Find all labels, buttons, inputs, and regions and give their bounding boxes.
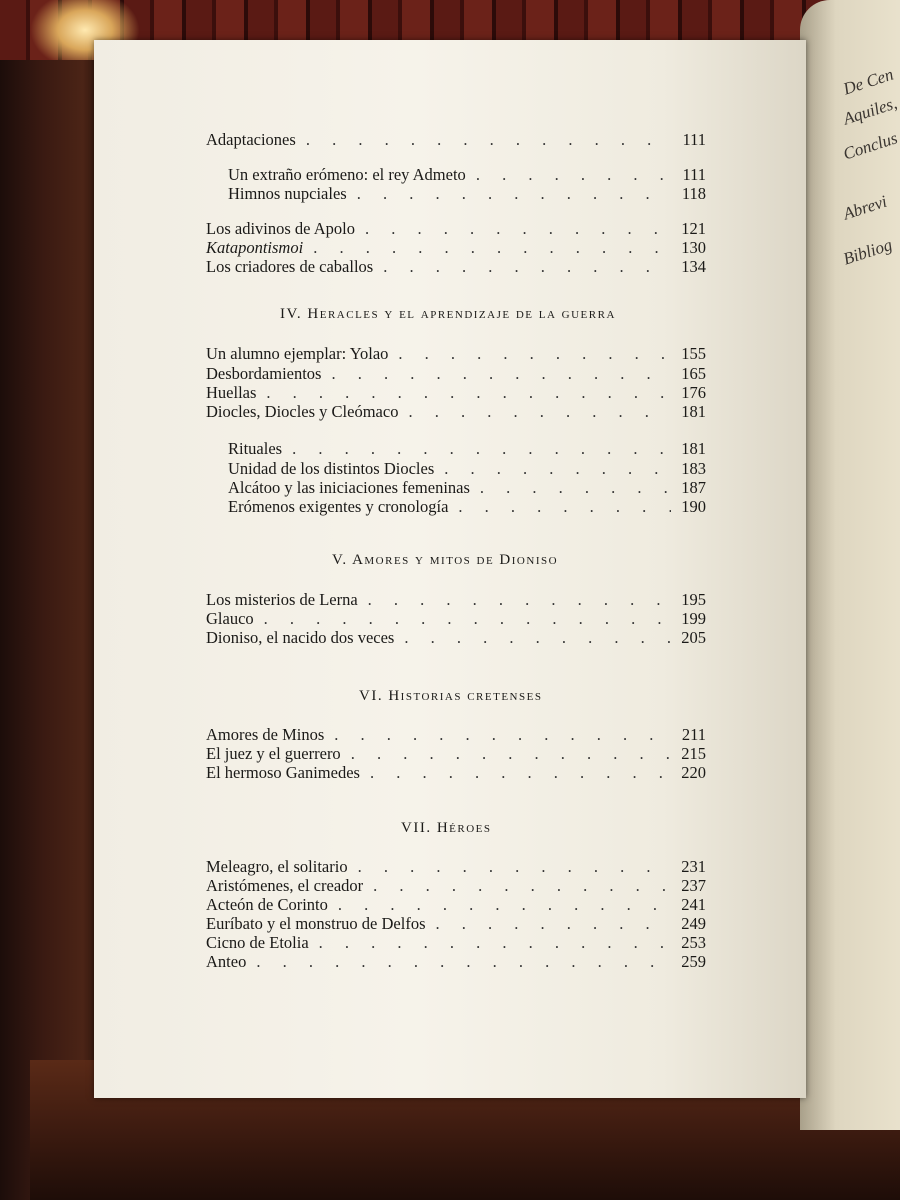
toc-page-number: 231	[681, 857, 706, 876]
toc-entry-title: El juez y el guerrero	[206, 744, 341, 763]
toc-entry-title: Glauco	[206, 609, 254, 628]
dot-leader	[365, 220, 671, 238]
toc-entry	[206, 764, 706, 782]
toc-entry	[206, 745, 706, 763]
toc-entry	[228, 479, 706, 497]
facing-page-fragment: Aquiles,	[840, 93, 900, 129]
toc-page-number: 215	[681, 744, 706, 763]
toc-entry-title: Los misterios de Lerna	[206, 590, 358, 609]
dot-leader	[264, 610, 672, 628]
facing-page-fragment: De Cen	[840, 64, 896, 99]
toc-entry-title: Unidad de los distintos Diocles	[228, 459, 435, 478]
dot-leader	[306, 131, 673, 149]
toc-entry	[206, 384, 706, 402]
toc-entry	[206, 239, 706, 257]
toc-entry	[206, 403, 706, 421]
toc-entry-title: El hermoso Ganimedes	[206, 763, 360, 782]
toc-entry	[206, 934, 706, 952]
toc-page-number: 190	[681, 497, 706, 516]
table-of-contents	[94, 40, 806, 1098]
dot-leader	[319, 934, 672, 952]
toc-entry-title: Adaptaciones	[206, 130, 296, 149]
dot-leader	[370, 764, 671, 782]
toc-entry	[206, 858, 706, 876]
chapter-heading: VII. Héroes	[401, 820, 492, 836]
toc-page-number: 121	[681, 219, 706, 238]
dot-leader	[368, 591, 672, 609]
toc-entry	[206, 610, 706, 628]
dot-leader	[338, 896, 671, 914]
dot-leader	[256, 953, 671, 971]
toc-entry-title: Los criadores de caballos	[206, 257, 374, 276]
dot-leader	[408, 403, 671, 421]
toc-page-number: 253	[681, 933, 706, 952]
toc-entry-title: Los adivinos de Apolo	[206, 219, 355, 238]
toc-page-number: 199	[681, 609, 706, 628]
toc-page-number: 118	[681, 184, 706, 203]
toc-entry-title: Un extraño erómeno: el rey Admeto	[228, 165, 466, 184]
toc-entry	[206, 591, 706, 609]
dot-leader	[458, 498, 671, 516]
toc-entry-title: Rituales	[228, 439, 283, 458]
toc-entry-title: Desbordamientos	[206, 364, 322, 383]
toc-page-number: 111	[682, 165, 706, 184]
toc-entry	[228, 440, 706, 458]
toc-entry	[206, 896, 706, 914]
toc-entry-title: Katapontismoi	[206, 238, 304, 257]
facing-page-fragment: Conclus	[840, 128, 900, 164]
toc-page-number: 259	[681, 952, 706, 971]
toc-page-number: 237	[681, 876, 706, 895]
toc-entry-title: Amores de Minos	[206, 725, 325, 744]
toc-page-number: 165	[681, 364, 706, 383]
toc-page-number: 130	[681, 238, 706, 257]
toc-entry	[228, 185, 706, 203]
toc-entry-title: Erómenos exigentes y cronología	[228, 497, 449, 516]
facing-page-fragment: Bibliog	[840, 235, 895, 269]
toc-entry-title: Himnos nupciales	[228, 184, 347, 203]
toc-entry	[206, 345, 706, 363]
toc-page-number: 181	[681, 439, 706, 458]
toc-entry-title: Meleagro, el solitario	[206, 857, 348, 876]
dot-leader	[331, 365, 671, 383]
toc-page-number: 205	[681, 628, 706, 647]
toc-entry	[206, 220, 706, 238]
dot-leader	[436, 915, 672, 933]
chapter-heading: IV. Heracles y el aprendizaje de la guerra	[280, 306, 616, 322]
toc-entry-title: Diocles, Diocles y Cleómaco	[206, 402, 399, 421]
book-page	[94, 40, 806, 1098]
toc-entry-title: Cicno de Etolia	[206, 933, 309, 952]
toc-entry	[206, 877, 706, 895]
dot-leader	[357, 185, 672, 203]
toc-page-number: 220	[681, 763, 706, 782]
dot-leader	[358, 858, 672, 876]
facing-page	[800, 0, 900, 1130]
toc-page-number: 241	[681, 895, 706, 914]
dot-leader	[313, 239, 671, 257]
dot-leader	[398, 345, 671, 363]
facing-page-fragment: Abrevi	[840, 191, 890, 224]
dot-leader	[383, 258, 671, 276]
dot-leader	[351, 745, 672, 763]
toc-page-number: 211	[681, 725, 706, 744]
toc-page-number: 134	[681, 257, 706, 276]
toc-page-number: 187	[681, 478, 706, 497]
toc-entry	[228, 166, 706, 184]
dot-leader	[476, 166, 673, 184]
dot-leader	[480, 479, 671, 497]
dot-leader	[444, 460, 671, 478]
dot-leader	[334, 726, 672, 744]
chapter-heading: VI. Historias cretenses	[359, 688, 543, 704]
toc-entry-title: Euríbato y el monstruo de Delfos	[206, 914, 426, 933]
dot-leader	[373, 877, 671, 895]
toc-entry-title: Huellas	[206, 383, 257, 402]
toc-page-number: 195	[681, 590, 706, 609]
toc-entry-title: Dioniso, el nacido dos veces	[206, 628, 395, 647]
dot-leader	[292, 440, 671, 458]
dot-leader	[266, 384, 671, 402]
toc-entry	[206, 629, 706, 647]
toc-entry-title: Alcátoo y las iniciaciones femeninas	[228, 478, 470, 497]
toc-entry	[206, 915, 706, 933]
toc-page-number: 111	[682, 130, 706, 149]
toc-entry	[228, 498, 706, 516]
toc-entry	[206, 365, 706, 383]
toc-entry	[206, 726, 706, 744]
toc-page-number: 155	[681, 344, 706, 363]
dot-leader	[404, 629, 671, 647]
toc-entry-title: Acteón de Corinto	[206, 895, 328, 914]
chapter-heading: V. Amores y mitos de Dioniso	[332, 552, 559, 568]
toc-entry	[228, 460, 706, 478]
toc-page-number: 249	[681, 914, 706, 933]
toc-entry	[206, 131, 706, 149]
toc-page-number: 181	[681, 402, 706, 421]
toc-page-number: 176	[681, 383, 706, 402]
toc-entry-title: Anteo	[206, 952, 247, 971]
toc-entry	[206, 258, 706, 276]
toc-entry-title: Aristómenes, el creador	[206, 876, 364, 895]
toc-entry-title: Un alumno ejemplar: Yolao	[206, 344, 389, 363]
toc-page-number: 183	[681, 459, 706, 478]
toc-entry	[206, 953, 706, 971]
